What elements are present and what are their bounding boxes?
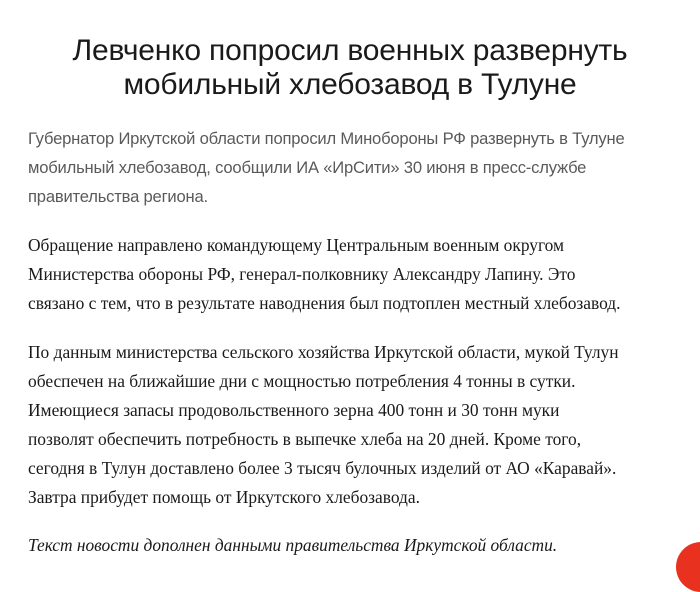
paragraph-line: Текст новости дополнен данными правительства Иркутской области. xyxy=(28,535,558,555)
paragraph-line: сегодня в Тулун доставлено более 3 тысяч булочных изделий от АО «Каравай». xyxy=(28,458,617,478)
paragraph-line: Министерства обороны РФ, генерал-полковнику Александру Лапину. Это xyxy=(28,264,576,284)
lead-line: правительства региона. xyxy=(28,187,208,206)
paragraph-line: Имеющиеся запасы продовольственного зерна 400 тонн и 30 тонн муки xyxy=(28,400,560,420)
body-paragraph-2 xyxy=(28,338,688,512)
body-paragraph-1 xyxy=(28,231,688,318)
article-headline xyxy=(20,34,680,102)
update-note xyxy=(28,531,688,560)
paragraph-line: По данным министерства сельского хозяйства Иркутской области, мукой Тулун xyxy=(28,342,619,362)
headline-line: мобильный хлебозавод в Тулуне xyxy=(123,68,577,101)
paragraph-line: связано с тем, что в результате наводнения был подтоплен местный хлебозавод. xyxy=(28,293,621,313)
lead-line: Губернатор Иркутской области попросил Минобороны РФ развернуть в Тулуне xyxy=(28,129,625,148)
paragraph-line: Завтра прибудет помощь от Иркутского хлебозавода. xyxy=(28,487,420,507)
lead-line: мобильный хлебозавод, сообщили ИА «ИрСити» 30 июня в пресс-службе xyxy=(28,158,587,177)
headline-line: Левченко попросил военных развернуть xyxy=(72,34,628,67)
paragraph-line: обеспечен на ближайшие дни с мощностью потребления 4 тонны в сутки. xyxy=(28,371,576,391)
article-lead xyxy=(28,124,688,211)
paragraph-line: позволят обеспечить потребность в выпечке хлеба на 20 дней. Кроме того, xyxy=(28,429,582,449)
paragraph-line: Обращение направлено командующему Центральным военным округом xyxy=(28,235,565,255)
